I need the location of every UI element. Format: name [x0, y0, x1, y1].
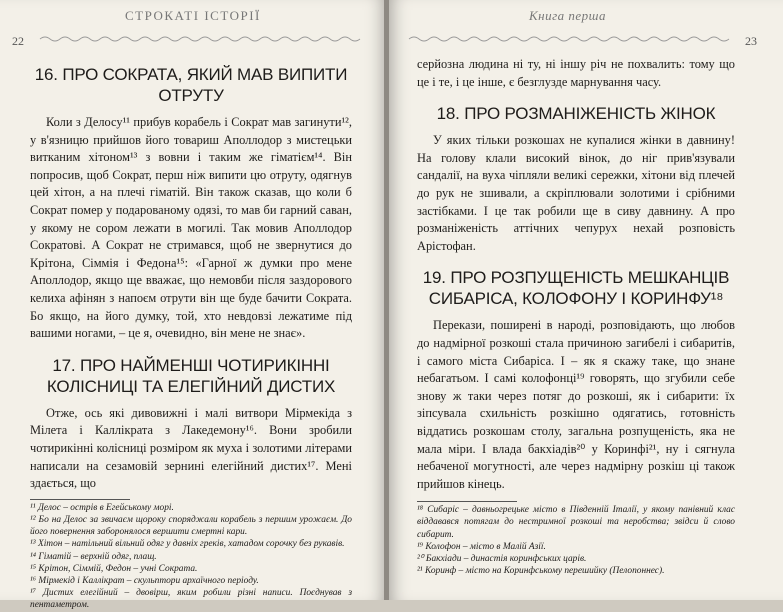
footnote: ¹⁵ Крітон, Сіммій, Федон – учні Сократа. [30, 563, 198, 574]
footnote-rule [417, 501, 517, 502]
paragraph-continued: серйозна людина ні ту, ні іншу річ не похвалить: тому що це і те, і це інше, є безглузде марнування часу. [417, 57, 735, 89]
ornament-wavy-line [409, 34, 729, 44]
page-number-right: 23 [745, 34, 757, 48]
footnote: ¹⁴ Гіматій – верхній одяг, плащ. [30, 551, 157, 562]
footnotes-right [417, 504, 735, 577]
running-header-right: Книга перша [529, 8, 606, 23]
paragraph-19: Перекази, поширені в народі, розповідають, що любов до надмірної розкоші стала причиною загибелі і сибаритів, і самого міста Сибаріса. І – як я скажу таке, що знане небагатьом. І самі колофонці¹⁹ говорять, що згубили себе знову ж таки через потяг до розкоші, як і сибарити: їх зіпсувала схильність розкішно одягатись, готовність віддатись розкошам столу, загальна розпущеність, яка не мала міри. І влада бакхіадів²⁰ у Коринфі²¹, ну і сягнула небаченої могутності, але через надмірну розкіш ці також прийшов кінець. [417, 318, 735, 491]
right-content [417, 56, 735, 578]
footnote-rule [30, 499, 130, 500]
footnote: ¹⁶ Мірмекід і Каллікрат – скульптори архаїчного періоду. [30, 575, 259, 586]
section-heading-19: 19. ПРО РОЗПУЩЕНІСТЬ МЕШКАНЦІВ СИБАРІСА, КОЛОФОНУ І КОРИНФУ¹⁸ [422, 268, 730, 309]
footnote: ¹¹ Делос – острів в Егейському морі. [30, 502, 174, 513]
footnotes-left [30, 502, 352, 612]
paragraph-16: Коли з Делосу¹¹ прибув корабель і Сократ мав загинути¹², у в'язницю прийшов його товариш Аполлодор з мистецьки витканим хітоном¹³ з вовни і таким же гіматієм¹⁴. Він попросив, щоб Сократ, перш ніж випити цю отруту, одягнув цей хітон, а на плечі гіматій. Він також сказав, що коли б Сократ помер у подарованому одязі, то мав би гарний саван, у якому не сором лежати в могилі. Так мовив Аполлодор Сократові. А Сократ не стримався, щоб не звернутися до Крітона, Сіммія і Федона¹⁵: «Гарної ж думки про мене Аполлодор, якщо ще вважає, що немовби після заздорового келиха афінян з напоєм отрути він ще буде бачити Сократа. Бо якщо, на його думку, той, хто невдовзі лежатиме під вашими ногами, – це я, очевидно, він мене не знає». [30, 115, 352, 341]
footnote: ¹⁹ Колофон – місто в Малій Азії. [417, 541, 546, 552]
paragraph-18: У яких тільки розкошах не купалися жінки в давнину! На голову клали високий вінок, до ніг прив'язували сандалії, на вуха чіпляли великі сережки, хітони від плечей до рук не зшивали, а скріплювали золотими і срібними застібками. І це так робили ще в сиву давнину. А про розманіженість аттічних чепурух нехай розповість Арістофан. [417, 133, 735, 253]
section-heading-16: 16. ПРО СОКРАТА, ЯКИЙ МАВ ВИПИТИ ОТРУТУ [34, 65, 348, 105]
running-header-left: СТРОКАТІ ІСТОРІЇ [125, 8, 261, 23]
left-page [0, 0, 386, 611]
section-heading-17: 17. ПРО НАЙМЕНШІ ЧОТИРИКІННІ КОЛІСНИЦІ ТА ЕЛЕГІЙНИЙ ДИСТИХ [46, 355, 336, 396]
section-heading-18: 18. ПРО РОЗМАНІЖЕНІСТЬ ЖІНОК [436, 104, 716, 124]
ornament-wavy-line [40, 34, 360, 44]
left-content [30, 64, 352, 612]
footnote: ²¹ Коринф – місто на Коринфському перешийку (Пелопоннес). [417, 566, 665, 577]
paragraph-17: Отже, ось які дивовижні і малі витвори Мірмекіда з Мілета і Каллікрата з Лакедемону¹⁶. Вони зробили чотирикінні колісниці розміром як муха і золотими літерами написали на сезамовій зернині елегійний дистих¹⁷. Мені здається, що [30, 405, 352, 491]
footnote: ²⁰ Бакхіади – династія коринфських царів. [417, 554, 587, 565]
footnote: ¹² Бо на Делос за звичаєм щороку споряджали корабель з першим урожаєм. До його повернення заборонялося вершити смертні кари. [30, 514, 352, 538]
right-page [389, 0, 783, 600]
footnote: ¹³ Хітон – натільний вільний одяг у давніх греків, хатадом сорочку без рукавів. [30, 539, 345, 550]
footnote: ¹⁷ Дистих елегійний – двовірш, яким робили різні написи. Поєднував з пентаметром. [30, 588, 352, 611]
footnote: ¹⁸ Сибаріс – давньогрецьке місто в Південній Італії, у якому панівний клас віддавався потягам до нестримної розкоші та неробства; звідси й слово сибарит. [417, 505, 735, 540]
page-number-left: 22 [12, 34, 24, 48]
